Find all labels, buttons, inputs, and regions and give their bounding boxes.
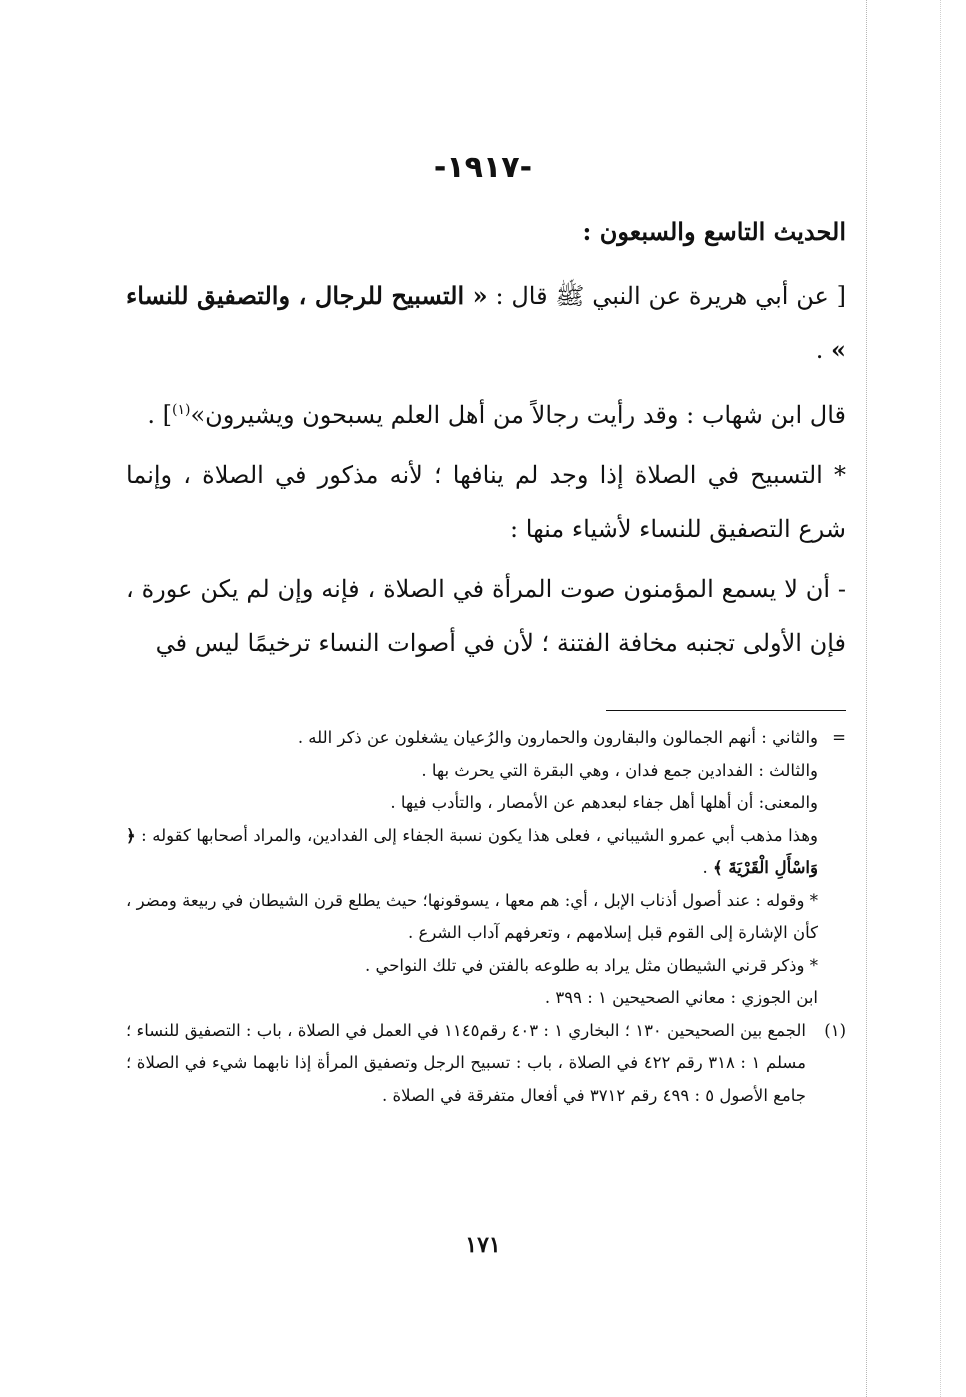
hadith-suffix: . bbox=[815, 336, 831, 364]
footnote-ref-1: (١) bbox=[172, 402, 191, 418]
scan-edge-line bbox=[866, 0, 867, 1397]
footnote-line: * وقوله : عند أصول أذناب الإبل ، أي: هم معها ، يسوقونها؛ حيث يطلع قرن الشيطان في ربيعة ومضر ، كأن الإشارة إلى القوم قبل إسلامهم ، وتعرفهم آداب الشرع . bbox=[126, 890, 818, 942]
footnote-line-text: وهذا مذهب أبي عمرو الشيباني ، فعلى هذا يكون نسبة الجفاء إلى الفدادين، والمراد أصحابها كقوله : bbox=[135, 825, 818, 845]
footnote-line: والمعنى: أن أهلها أهل جفاء لبعدهم عن الأمصار ، والتأدب فيها . bbox=[390, 793, 818, 812]
page-number-bottom: ١٧١ bbox=[465, 1232, 501, 1258]
footnote-1 bbox=[126, 1015, 846, 1113]
footnote-number: (١) bbox=[824, 1020, 846, 1040]
page-number-top: -١٩١٧- bbox=[433, 150, 533, 185]
footnote-line-end: . bbox=[702, 858, 713, 877]
footnote-1-text: الجمع بين الصحيحين ١٣٠ ؛ البخاري ١ : ٤٠٣ رقم١١٤٥ في العمل في الصلاة ، باب : التصفيق للنساء ؛ مسلم ١ : ٣١٨ رقم ٤٢٢ في الصلاة ، باب : تسبيح الرجل وتصفيق المرأة إذا نابهما شيء في الصلاة ؛ جامع الأصول ٥ : ٤٩٩ رقم ٣٧١٢ في أفعال متفرقة في الصلاة . bbox=[125, 1020, 806, 1105]
footnote-line bbox=[126, 820, 846, 885]
hadith-quote: « التسبيح للرجال ، والتصفيق للنساء » bbox=[126, 281, 846, 364]
commentary-paragraph: - أن لا يسمع المؤمنون صوت المرأة في الصلاة ، فإنه وإن لم يكن عورة ، فإن الأولى تجنبه مخافة الفتنة ؛ لأن في أصوات النساء ترخيمًا ليس في bbox=[126, 575, 846, 657]
hadith-heading: الحديث التاسع والسبعون : bbox=[582, 217, 846, 246]
main-text bbox=[126, 205, 846, 676]
footnote-line: ابن الجوزي : معاني الصحيحين ١ : ٣٩٩ . bbox=[544, 988, 818, 1007]
footnotes bbox=[126, 722, 846, 1112]
footnote-line: * وذكر قرني الشيطان مثل يراد به طلوعه بالفتن في تلك النواحي . bbox=[364, 955, 818, 975]
shihab-statement bbox=[126, 383, 846, 442]
hadith-text bbox=[126, 269, 846, 377]
footnote-divider bbox=[606, 710, 846, 711]
footnote-line: والثاني : أنهم الجمالون والبقارون والحمارون والرُعيان يشغلون عن ذكر الله . bbox=[297, 728, 818, 747]
continuation-mark: = bbox=[832, 728, 846, 747]
shihab-text: قال ابن شهاب : وقد رأيت رجالاً من أهل العلم يسبحون ويشيرون» bbox=[190, 401, 846, 429]
quran-citation: ﴿ وَاسْأَلِ الْقَرْيَةَ ﴾ bbox=[126, 825, 818, 877]
footnote-continued bbox=[126, 722, 846, 755]
scan-edge-line bbox=[940, 0, 941, 1397]
footnote-line: والثالث : الفدادين جمع فدان ، وهي البقرة التي يحرث بها . bbox=[421, 760, 818, 780]
shihab-end: ] . bbox=[147, 401, 172, 429]
hadith-prefix: [ عن أبي هريرة عن النبي ﷺ قال : bbox=[487, 282, 847, 310]
commentary-paragraph: * التسبيح في الصلاة إذا وجد لم ينافها ؛ لأنه مذكور في الصلاة ، وإنما شرع التصفيق للنساء لأشياء منها : bbox=[126, 461, 846, 543]
